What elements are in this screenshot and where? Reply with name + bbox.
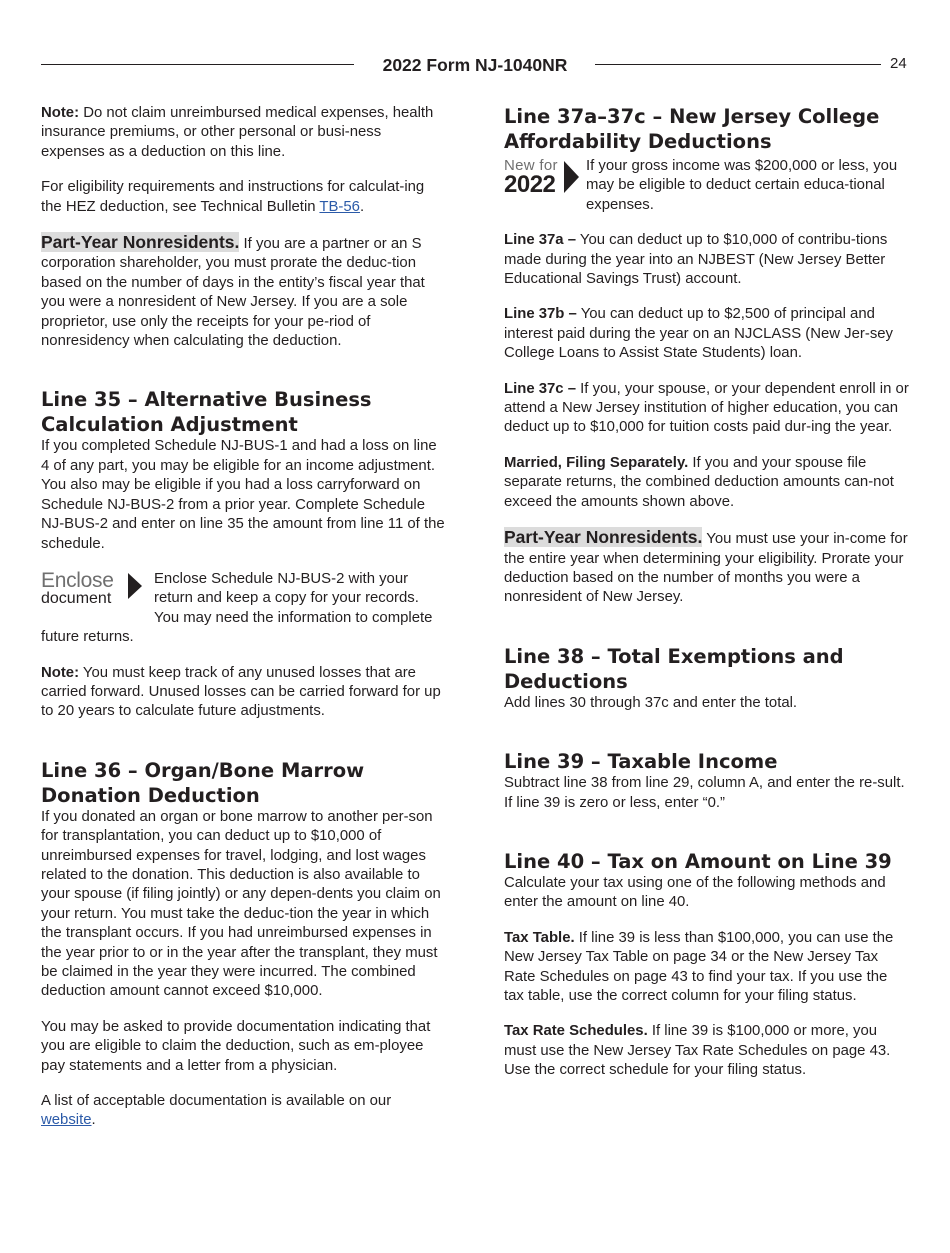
- website-link[interactable]: website: [41, 1112, 92, 1129]
- tax-rate-schedules-label: Tax Rate Schedules.: [504, 1023, 648, 1040]
- part-year-text: If you are a partner or an S corporation shareholder, you must prorate the deduc-tion based on the number of days in the entity’s fiscal year that you were a nonresident of New Jersey. If you are a sole proprietor, use only the receipts for your pe-riod of nonresidency when calculating the deduction.: [41, 236, 425, 350]
- line-40-text: Calculate your tax using one of the following methods and enter the amount on line 40.: [504, 874, 886, 911]
- line-37a: [504, 231, 910, 289]
- line-37b: [504, 305, 910, 363]
- hez-text: For eligibility requirements and instructions for calculat-ing the HEZ deduction, see Technical Bulletin: [41, 179, 425, 215]
- right-column: [504, 104, 910, 1097]
- line-37b-label: Line 37b –: [504, 306, 577, 323]
- line-37a-text: You can deduct up to $10,000 of contribu-tions made during the year into an NJBEST (New Jersey Better Educational Savings Trust) account.: [504, 232, 888, 288]
- year-icon-word: 2022: [504, 171, 556, 198]
- line-35-heading: Line 35 – Alternative Business Calculation Adjustment: [41, 388, 372, 437]
- line-37-heading: Line 37a–37c – New Jersey College Affordability Deductions: [504, 105, 880, 153]
- hez-end: .: [359, 198, 365, 215]
- tb-56-link[interactable]: TB-56: [319, 198, 360, 215]
- enclose-document-icon: [41, 570, 153, 610]
- married-filing-separately: [504, 454, 910, 512]
- part-year-nonresidents-hez: [41, 233, 447, 351]
- line-36-heading: Line 36 – Organ/Bone Marrow Donation Deduction: [41, 758, 365, 807]
- header-rule-left: [41, 64, 354, 65]
- line-40-heading: Line 40 – Tax on Amount on Line 39: [504, 849, 892, 873]
- new-for-2022-icon: [504, 157, 586, 205]
- note-text: Do not claim unreimbursed medical expenses, health insurance premiums, or other personal or busi-ness expenses as a deduction on this line.: [41, 105, 434, 160]
- arrow-icon: [564, 161, 579, 193]
- line-37c: [504, 380, 910, 438]
- line-37c-text: If you, your spouse, or your dependent enroll in or attend a New Jersey institution of higher education, you can deduct up to $10,000 for tuition costs paid dur-ing the year.: [504, 380, 909, 436]
- line-38-heading: Line 38 – Total Exemptions and Deductions: [504, 644, 844, 693]
- tax-rate-schedules-text: If line 39 is $100,000 or more, you must use the New Jersey Tax Rate Schedules on page 43. Use the correct schedule for your filing status.: [504, 1023, 891, 1079]
- tax-table: [504, 929, 910, 1007]
- page-header: [41, 54, 881, 76]
- list-text: A list of acceptable documentation is available on our: [41, 1093, 392, 1110]
- line-39-heading: Line 39 – Taxable Income: [504, 750, 778, 774]
- part-year-text: You must use your in-come for the entire year when determining your eligibility. Prorate your deduction based on the number of months you were a nonresident of New Jersey.: [504, 531, 908, 606]
- enclose-icon-word: Enclose: [41, 568, 114, 592]
- line-36-documentation: You may be asked to provide documentation indicating that you are eligible to claim the deduction, such as em-ployee pay statements and a letter from a physician.: [41, 1018, 431, 1074]
- page-number: 24: [890, 55, 907, 72]
- enclose-paragraph: [41, 570, 447, 648]
- part-year-label: Part-Year Nonresidents.: [41, 232, 240, 253]
- line-37a-label: Line 37a –: [504, 232, 577, 249]
- new-for-icon-word: New for: [504, 157, 558, 174]
- form-title: 2022 Form NJ-1040NR: [382, 55, 568, 75]
- enclose-schedule-text: Enclose Schedule NJ-BUS-2 with your return and keep a copy for your records. You may need the information to complete future returns.: [41, 570, 433, 646]
- line-39-text: Subtract line 38 from line 29, column A, and enter the re-sult. If line 39 is zero or less, enter “0.”: [504, 775, 905, 811]
- line-36-list: [41, 1092, 447, 1131]
- tax-rate-schedules: [504, 1022, 910, 1080]
- left-column: [41, 104, 447, 1147]
- new-for-2022-paragraph: [504, 157, 910, 215]
- line-36-text: If you donated an organ or bone marrow to another per-son for transplantation, you can deduct up to $10,000 of unreimbursed expenses for travel, lodging, and lost wages related to the donation. This deduction is also available to your spouse (if filing jointly) or any depen-dents you claim on your return. You must take the deduc-tion the year in which the transplant occurs. If you had unreimbursed expenses in the year prior to or in the year after the transplant, they must be claimed in the year they were incurred. The combined deduction amount cannot exceed $10,000.: [41, 808, 441, 1000]
- document-icon-word: document: [41, 589, 112, 607]
- note-label: Note:: [41, 664, 80, 681]
- line-35-text: If you completed Schedule NJ-BUS-1 and had a loss on line 4 of any part, you may be eligible for an income adjustment. You also may be eligible if you had a loss carryforward on Schedule NJ-BUS-2 from a prior year. Complete Schedule NJ-BUS-2 and enter on line 35 the amount from line 11 of the schedule.: [41, 438, 445, 552]
- line-38-text: Add lines 30 through 37c and enter the total.: [504, 694, 798, 711]
- note-unused-losses: [41, 664, 447, 722]
- tax-table-label: Tax Table.: [504, 929, 575, 946]
- note-label: Note:: [41, 105, 80, 121]
- arrow-icon: [128, 573, 142, 599]
- line-37b-text: You can deduct up to $2,500 of principal and interest paid during the year on an NJCLASS (New Jer-sey College Loans to Assist State Students) loan.: [504, 306, 893, 362]
- note-text: You must keep track of any unused losses that are carried forward. Unused losses can be carried forward for up to 20 years to calculate future adjustments.: [41, 664, 441, 720]
- tax-table-text: If line 39 is less than $100,000, you can use the New Jersey Tax Table on page 34 or the New Jersey Tax Rate Schedules on page 43 to find your tax. If you use the tax table, use the correct column for your filing status.: [504, 929, 894, 1004]
- note-medical-expenses: [41, 104, 447, 162]
- part-year-label: Part-Year Nonresidents.: [504, 527, 703, 548]
- part-year-nonresidents-college: [504, 528, 910, 608]
- hez-instructions: [41, 178, 447, 217]
- header-rule-right: [595, 64, 881, 65]
- mfs-label: Married, Filing Separately.: [504, 454, 689, 471]
- mfs-text: If you and your spouse file separate returns, the combined deduction amounts can-not exceed the amounts shown above.: [504, 454, 894, 510]
- list-end: .: [91, 1112, 96, 1129]
- line-37-intro: If your gross income was $200,000 or less, you may be eligible to deduct certain educa-tional expenses.: [586, 158, 898, 213]
- line-37c-label: Line 37c –: [504, 380, 577, 397]
